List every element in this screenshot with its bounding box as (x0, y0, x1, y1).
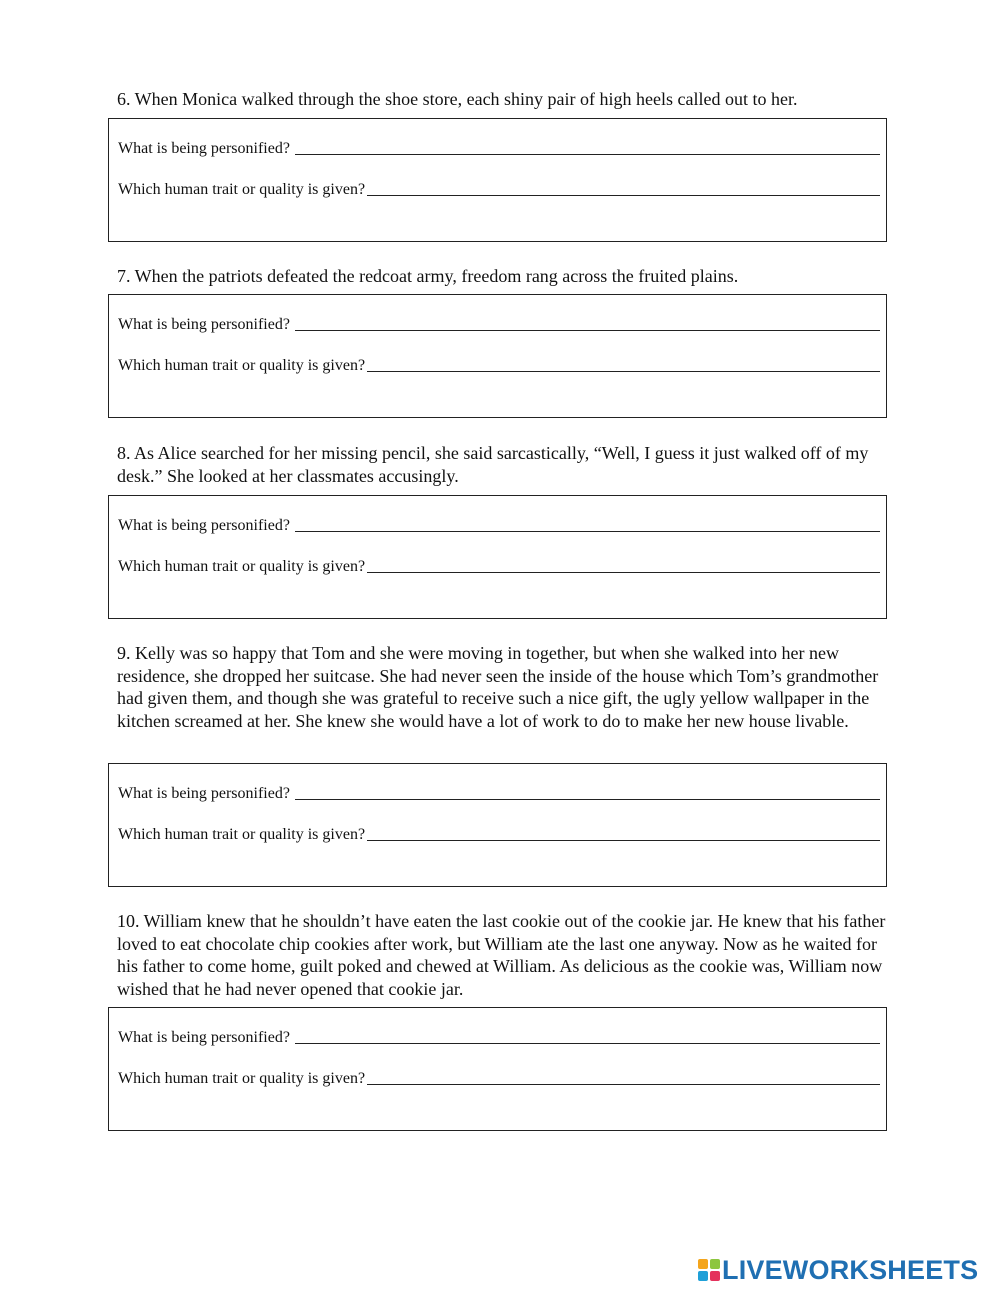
answer-box-10 (108, 1007, 887, 1131)
answer-box-6 (108, 118, 887, 242)
trait-row (118, 558, 880, 576)
personified-row (118, 1029, 880, 1047)
personified-label: What is being personified? (118, 140, 290, 157)
personified-label: What is being personified? (118, 316, 290, 333)
trait-label: Which human trait or quality is given? (118, 1070, 366, 1087)
personified-answer-line[interactable] (295, 785, 880, 800)
personified-answer-line[interactable] (295, 316, 880, 331)
question-10-text: 10. William knew that he shouldn’t have eaten the last cookie out of the cookie jar. He knew that his father loved to eat chocolate chip cookies after work, but William ate the last one anyway. Now as he waited for his father to come home, guilt poked and chewed at William. As delicious as the cookie was, William now wished that he had never opened that cookie jar. (117, 911, 886, 999)
trait-label: Which human trait or quality is given? (118, 181, 366, 198)
question-7-text: 7. When the patriots defeated the redcoat army, freedom rang across the fruited plains. (117, 266, 739, 286)
answer-box-9 (108, 763, 887, 887)
question-6-text: 6. When Monica walked through the shoe store, each shiny pair of high heels called out to her. (117, 89, 798, 109)
personified-row (118, 517, 880, 535)
trait-row (118, 181, 880, 199)
trait-answer-line[interactable] (367, 826, 880, 841)
question-8-text: 8. As Alice searched for her missing pencil, she said sarcastically, “Well, I guess it just walked off of my desk.” She looked at her classmates accusingly. (117, 443, 869, 486)
liveworksheets-blocks-icon (698, 1259, 720, 1281)
trait-answer-line[interactable] (367, 558, 880, 573)
trait-answer-line[interactable] (367, 181, 880, 196)
trait-answer-line[interactable] (367, 357, 880, 372)
trait-row (118, 826, 880, 844)
answer-box-7 (108, 294, 887, 418)
trait-answer-line[interactable] (367, 1070, 880, 1085)
trait-label: Which human trait or quality is given? (118, 558, 366, 575)
trait-row (118, 1070, 880, 1088)
trait-label: Which human trait or quality is given? (118, 357, 366, 374)
personified-row (118, 785, 880, 803)
personified-row (118, 140, 880, 158)
personified-label: What is being personified? (118, 517, 290, 534)
trait-label: Which human trait or quality is given? (118, 826, 366, 843)
personified-answer-line[interactable] (295, 140, 880, 155)
trait-row (118, 357, 880, 375)
personified-row (118, 316, 880, 334)
liveworksheets-logo (698, 1255, 993, 1285)
brand-name: LIVEWORKSHEETS (722, 1254, 979, 1285)
personified-answer-line[interactable] (295, 517, 880, 532)
answer-box-8 (108, 495, 887, 619)
personified-label: What is being personified? (118, 1029, 290, 1046)
personified-label: What is being personified? (118, 785, 290, 802)
question-9-text: 9. Kelly was so happy that Tom and she were moving in together, but when she walked into her new residence, she dropped her suitcase. She had never seen the inside of the house which Tom’s grandmother had given them, and though she was grateful to receive such a nice gift, the ugly yellow wallpaper in the kitchen screamed at her. She knew she would have a lot of work to do to make her new house livable. (117, 643, 879, 731)
personified-answer-line[interactable] (295, 1029, 880, 1044)
